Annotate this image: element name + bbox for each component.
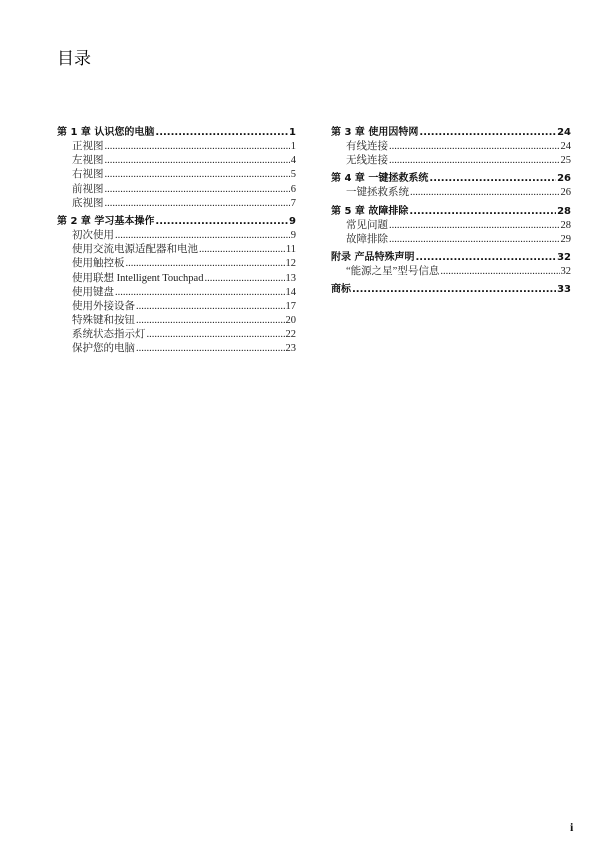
dot-leader <box>389 154 560 168</box>
toc-section-entry[interactable] <box>57 342 296 356</box>
chapter-title: 第 4 章 一键拯救系统 <box>331 173 429 185</box>
section-title: 正视图 <box>72 141 104 152</box>
toc-section-entry[interactable] <box>331 154 571 168</box>
dot-leader <box>389 233 560 247</box>
section-page-number: 29 <box>560 233 571 245</box>
dot-leader <box>136 314 285 328</box>
toc-left-column <box>57 125 296 357</box>
chapter-title: 第 2 章 学习基本操作 <box>57 215 155 227</box>
chapter-title: 第 5 章 故障排除 <box>331 205 409 217</box>
dot-leader <box>147 328 285 342</box>
section-title: 有线连接 <box>346 141 388 152</box>
section-page-number: 17 <box>285 300 296 312</box>
chapter-page-number: 32 <box>557 251 571 263</box>
section-page-number: 26 <box>560 187 571 199</box>
section-title: 一键拯救系统 <box>346 187 409 199</box>
toc-chapter-entry[interactable] <box>331 204 571 219</box>
section-page-number: 6 <box>290 183 296 195</box>
toc-section-entry[interactable] <box>57 328 296 342</box>
toc-section-entry[interactable] <box>57 243 296 257</box>
toc-right-column <box>331 125 571 297</box>
section-title: 右视图 <box>72 169 104 181</box>
toc-chapter-entry[interactable] <box>57 125 296 140</box>
section-page-number: 22 <box>285 329 296 341</box>
toc-chapter-entry[interactable] <box>331 171 571 186</box>
dot-leader <box>105 168 290 182</box>
toc-section-entry[interactable] <box>331 140 571 154</box>
section-page-number: 7 <box>290 197 296 209</box>
section-page-number: 23 <box>285 343 296 355</box>
section-page-number: 14 <box>285 286 296 298</box>
dot-leader <box>410 186 560 200</box>
dot-leader <box>199 243 285 257</box>
toc-chapter-entry[interactable] <box>57 214 296 229</box>
dot-leader <box>105 154 290 168</box>
section-title: 使用触控板 <box>72 258 125 270</box>
toc-section-entry[interactable] <box>57 229 296 243</box>
chapter-page-number: 28 <box>557 205 571 217</box>
chapter-page-number: 9 <box>289 215 296 227</box>
dot-leader <box>115 229 290 243</box>
toc-chapter-entry[interactable] <box>331 282 571 297</box>
dot-leader <box>389 219 560 233</box>
dot-leader <box>440 265 559 279</box>
toc-section-entry[interactable] <box>331 233 571 247</box>
dot-leader <box>105 197 290 211</box>
section-page-number: 24 <box>560 141 571 152</box>
section-page-number: 9 <box>290 229 296 241</box>
dot-leader <box>115 286 285 300</box>
toc-section-entry[interactable] <box>57 197 296 211</box>
chapter-title: 第 3 章 使用因特网 <box>331 127 419 138</box>
section-title: 使用联想 Intelligent Touchpad <box>72 272 204 284</box>
dot-leader <box>352 282 556 297</box>
page-number: i <box>570 820 574 834</box>
section-title: 使用交流电源适配器和电池 <box>72 244 198 256</box>
section-title: 使用外接设备 <box>72 300 135 312</box>
toc-section-entry[interactable] <box>331 219 571 233</box>
chapter-title: 商标 <box>331 284 351 296</box>
section-page-number: 25 <box>560 155 571 167</box>
section-page-number: 1 <box>290 141 296 152</box>
toc-section-entry[interactable] <box>331 265 571 279</box>
dot-leader <box>105 183 290 197</box>
section-page-number: 11 <box>285 244 296 256</box>
toc-chapter-entry[interactable] <box>331 250 571 265</box>
section-page-number: 12 <box>285 258 296 270</box>
section-title: 故障排除 <box>346 233 388 245</box>
section-page-number: 28 <box>560 219 571 231</box>
chapter-page-number: 33 <box>557 284 571 296</box>
dot-leader <box>389 140 560 154</box>
section-title: 无线连接 <box>346 155 388 167</box>
section-page-number: 20 <box>285 315 296 327</box>
section-title: 保护您的电脑 <box>72 343 135 355</box>
dot-leader <box>415 250 556 265</box>
toc-section-entry[interactable] <box>57 183 296 197</box>
section-page-number: 5 <box>290 169 296 181</box>
toc-section-entry[interactable] <box>331 186 571 200</box>
section-title: 特殊键和按钮 <box>72 315 135 327</box>
toc-section-entry[interactable] <box>57 272 296 286</box>
dot-leader <box>105 140 290 154</box>
chapter-page-number: 26 <box>557 173 571 185</box>
toc-section-entry[interactable] <box>57 300 296 314</box>
section-title: 底视图 <box>72 197 104 209</box>
section-title: 常见问题 <box>346 219 388 231</box>
toc-section-entry[interactable] <box>57 286 296 300</box>
toc-section-entry[interactable] <box>57 154 296 168</box>
dot-leader <box>136 300 285 314</box>
dot-leader <box>155 214 288 229</box>
dot-leader <box>409 204 556 219</box>
section-title: 使用键盘 <box>72 286 114 298</box>
toc-section-entry[interactable] <box>57 314 296 328</box>
toc-chapter-entry[interactable] <box>331 125 571 140</box>
section-title: 左视图 <box>72 155 104 167</box>
dot-leader <box>204 272 284 286</box>
section-title: 系统状态指示灯 <box>72 329 146 341</box>
toc-section-entry[interactable] <box>57 140 296 154</box>
section-page-number: 32 <box>560 265 571 277</box>
dot-leader <box>155 125 288 140</box>
dot-leader <box>419 125 556 140</box>
toc-section-entry[interactable] <box>57 168 296 182</box>
toc-section-entry[interactable] <box>57 257 296 271</box>
section-page-number: 4 <box>290 155 296 167</box>
dot-leader <box>126 257 285 271</box>
dot-leader <box>136 342 285 356</box>
chapter-title: 附录 产品特殊声明 <box>331 251 415 263</box>
dot-leader <box>429 171 556 186</box>
section-page-number: 13 <box>285 272 296 284</box>
chapter-title: 第 1 章 认识您的电脑 <box>57 127 155 138</box>
section-title: 前视图 <box>72 183 104 195</box>
chapter-page-number: 1 <box>289 127 296 138</box>
chapter-page-number: 24 <box>557 127 571 138</box>
section-title: “能源之星”型号信息 <box>346 265 440 277</box>
section-title: 初次使用 <box>72 229 114 241</box>
page-title: 目录 <box>57 49 91 69</box>
